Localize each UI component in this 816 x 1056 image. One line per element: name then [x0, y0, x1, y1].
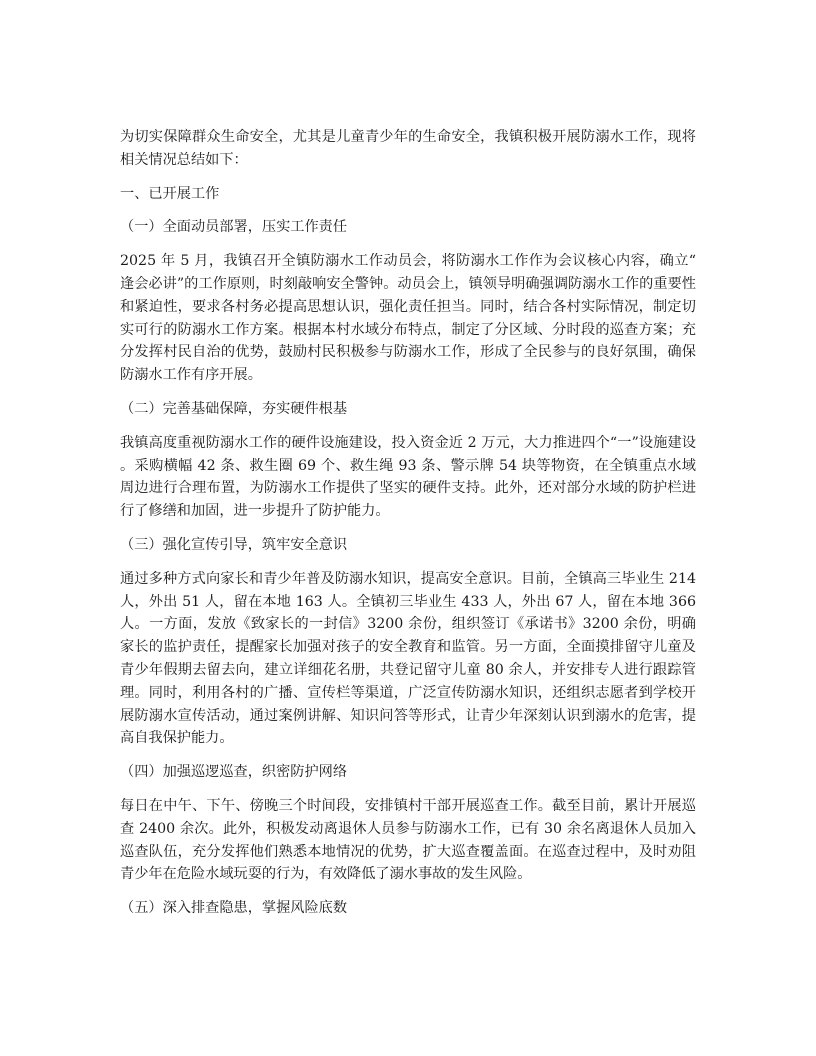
subsection-heading-hazard-inspection: （五）深入排查隐患，掌握风险底数 — [120, 900, 348, 917]
paragraph-patrol: 每日在中午、下午、傍晚三个时间段，安排镇村干部开展巡查工作。截至目前，累计开展巡查 2400 余次。此外，积极发动离退休人员参与防溺水工作，已有 30 余名离退休人员加入巡查队伍，充分发挥他们熟悉本地情况的优势，扩大巡查覆盖面。在巡查过程中，及时劝阻青少年在危险水域玩耍的行为，有效降低了溺水事故的发生风险。 — [120, 797, 696, 883]
paragraph-infrastructure: 我镇高度重视防溺水工作的硬件设施建设，投入资金近 2 万元，大力推进四个“一”设施建设。采购横幅 42 条、救生圈 69 个、救生绳 93 条、警示牌 54 块等物资，在全镇重点水域周边进行合理布置，为防溺水工作提供了坚实的硬件支持。此外，还对部分水域的防护栏进行了修缮和加固，进一步提升了防护能力。 — [120, 434, 696, 520]
section-heading-completed-work: 一、已开展工作 — [120, 185, 220, 202]
paragraph-publicity: 通过多种方式向家长和青少年普及防溺水知识，提高安全意识。目前，全镇高三毕业生 214 人，外出 51 人，留在本地 163 人。全镇初三毕业生 433 人，外出 67 人，留在本地 366 人。一方面，发放《致家长的一封信》3200 余份，组织签订《承诺书》3200 余份，明确家长的监护责任，提醒家长加强对孩子的安全教育和监管。另一方面，全面摸排留守儿童及青少年假期去留去向，建立详细花名册，共登记留守儿童 80 余人，并安排专人进行跟踪管理。同时，利用各村的广播、宣传栏等渠道，广泛宣传防溺水知识，还组织志愿者到学校开展防溺水宣传活动，通过案例讲解、知识问答等形式，让青少年深刻认识到溺水的危害，提高自我保护能力。 — [120, 570, 696, 747]
intro-paragraph: 为切实保障群众生命安全，尤其是儿童青少年的生命安全，我镇积极开展防溺水工作，现将相关情况总结如下： — [120, 129, 696, 168]
subsection-heading-publicity: （三）强化宣传引导，筑牢安全意识 — [120, 536, 348, 553]
subsection-heading-patrol: （四）加强巡逻巡查，织密防护网络 — [120, 764, 348, 781]
subsection-heading-mobilization: （一）全面动员部署，压实工作责任 — [120, 219, 348, 236]
subsection-heading-infrastructure: （二）完善基础保障，夯实硬件根基 — [120, 400, 348, 417]
paragraph-mobilization: 2025 年 5 月，我镇召开全镇防溺水工作动员会，将防溺水工作作为会议核心内容，确立“逢会必讲”的工作原则，时刻敲响安全警钟。动员会上，镇领导明确强调防溺水工作的重要性和紧迫性，要求各村务必提高思想认识，强化责任担当。同时，结合各村实际情况，制定切实可行的防溺水工作方案。根据本村水域分布特点，制定了分区域、分时段的巡查方案；充分发挥村民自治的优势，鼓励村民积极参与防溺水工作，形成了全民参与的良好氛围，确保防溺水工作有序开展。 — [120, 253, 696, 384]
document-page — [120, 126, 696, 920]
